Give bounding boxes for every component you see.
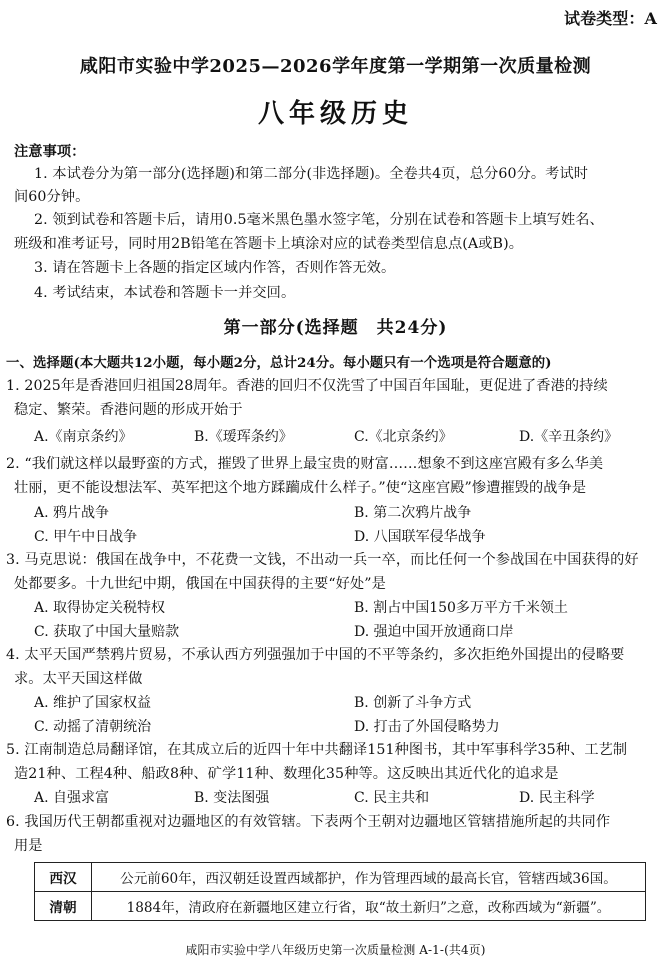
subject-title: 八年级历史	[257, 99, 413, 129]
question-stem: 稳定、繁荣。香港问题的形成开始于	[14, 402, 243, 418]
note-line: 4. 考试结束，本试卷和答题卡一并交回。	[34, 285, 296, 301]
note-line: 2. 领到试卷和答题卡后，请用0.5毫米黑色墨水签字笔，分别在试卷和答题卡上填写姓名、	[34, 212, 604, 228]
question-stem: 壮丽，更不能设想法军、英军把这个地方蹂躏成什么样子。”使“这座宫殿”惨遭摧毁的战争是	[14, 480, 587, 496]
option-b: B. 创新了斗争方式	[354, 695, 472, 711]
question-stem: 处都要多。十九世纪中期，俄国在中国获得的主要“好处”是	[14, 576, 386, 592]
option-c: C. 获取了中国大量赔款	[34, 624, 180, 640]
option-a: A. 自强求富	[34, 790, 110, 806]
option-b: B. 第二次鸦片战争	[354, 505, 472, 521]
note-line: 3. 请在答题卡上各题的指定区域内作答，否则作答无效。	[34, 260, 396, 276]
option-d: D. 打击了外国侵略势力	[354, 719, 500, 735]
question-stem: 造21种、工程4种、船政8种、矿学11种、数理化35种等。这反映出其近代化的追求是	[14, 766, 559, 782]
note-line: 班级和准考证号，同时用2B铅笔在答题卡上填涂对应的试卷类型信息点(A或B)。	[14, 236, 523, 252]
option-b: B. 割占中国150多万平方千米领土	[354, 600, 568, 616]
table-row	[35, 863, 646, 892]
question-stem: 用是	[14, 838, 43, 854]
dynasty-cell: 清朝	[35, 892, 92, 921]
part1-title: 第一部分(选择题 共24分)	[223, 318, 448, 338]
question-stem: 求。太平天国这样做	[14, 671, 143, 687]
option-d: D.《辛丑条约》	[519, 429, 619, 445]
question-stem: 5. 江南制造总局翻译馆，在其成立后的近四十年中共翻译151种图书，其中军事科学35种、工艺制	[6, 742, 628, 758]
question-stem: 2. “我们就这样以最野蛮的方式，摧毁了世界上最宝贵的财富……想象不到这座宫殿有多么华美	[6, 456, 604, 472]
question6-table	[34, 862, 646, 921]
measure-cell: 公元前60年，西汉朝廷设置西域都护，作为管理西域的最高长官，管辖西域36国。	[92, 863, 646, 892]
section-heading: 一、选择题(本大题共12小题，每小题2分，总计24分。每小题只有一个选项是符合题意的)	[6, 355, 552, 371]
option-c: C. 动摇了清朝统治	[34, 719, 152, 735]
question-stem: 3. 马克思说：俄国在战争中，不花费一文钱，不出动一兵一卒，而比任何一个参战国在中国获得的好	[6, 552, 639, 568]
option-c: C. 民主共和	[354, 790, 430, 806]
option-d: D. 民主科学	[519, 790, 595, 806]
note-line: 1. 本试卷分为第一部分(选择题)和第二部分(非选择题)。全卷共4页，总分60分。考试时	[34, 166, 589, 182]
option-a: A. 取得协定关税特权	[34, 600, 166, 616]
option-b: B. 变法图强	[194, 790, 270, 806]
option-d: D. 八国联军侵华战争	[354, 529, 486, 545]
option-b: B.《瑷珲条约》	[194, 429, 293, 445]
dynasty-cell: 西汉	[35, 863, 92, 892]
measure-cell: 1884年，清政府在新疆地区建立行省，取“故土新归”之意，改称西域为“新疆”。	[92, 892, 646, 921]
note-line: 间60分钟。	[14, 189, 90, 205]
option-c: C.《北京条约》	[354, 429, 453, 445]
option-d: D. 强迫中国开放通商口岸	[354, 624, 514, 640]
question-stem: 4. 太平天国严禁鸦片贸易，不承认西方列强强加于中国的不平等条约，多次拒绝外国提出的侵略要	[6, 647, 625, 663]
option-a: A.《南京条约》	[34, 429, 133, 445]
option-c: C. 甲午中日战争	[34, 529, 138, 545]
notes-heading: 注意事项：	[14, 144, 86, 160]
table-row	[35, 892, 646, 921]
page-footer: 咸阳市实验中学八年级历史第一次质量检测 A-1-(共4页)	[185, 943, 486, 957]
option-a: A. 维护了国家权益	[34, 695, 152, 711]
paper-type-label: 试卷类型：A	[563, 9, 657, 28]
option-a: A. 鸦片战争	[34, 505, 110, 521]
question-stem: 6. 我国历代王朝都重视对边疆地区的有效管辖。下表两个王朝对边疆地区管辖措施所起的共同作	[6, 814, 611, 830]
exam-title: 咸阳市实验中学2025—2026学年度第一学期第一次质量检测	[79, 56, 592, 77]
question-stem: 1. 2025年是香港回归祖国28周年。香港的回归不仅洗雪了中国百年国耻，更促进了香港的持续	[6, 378, 608, 394]
